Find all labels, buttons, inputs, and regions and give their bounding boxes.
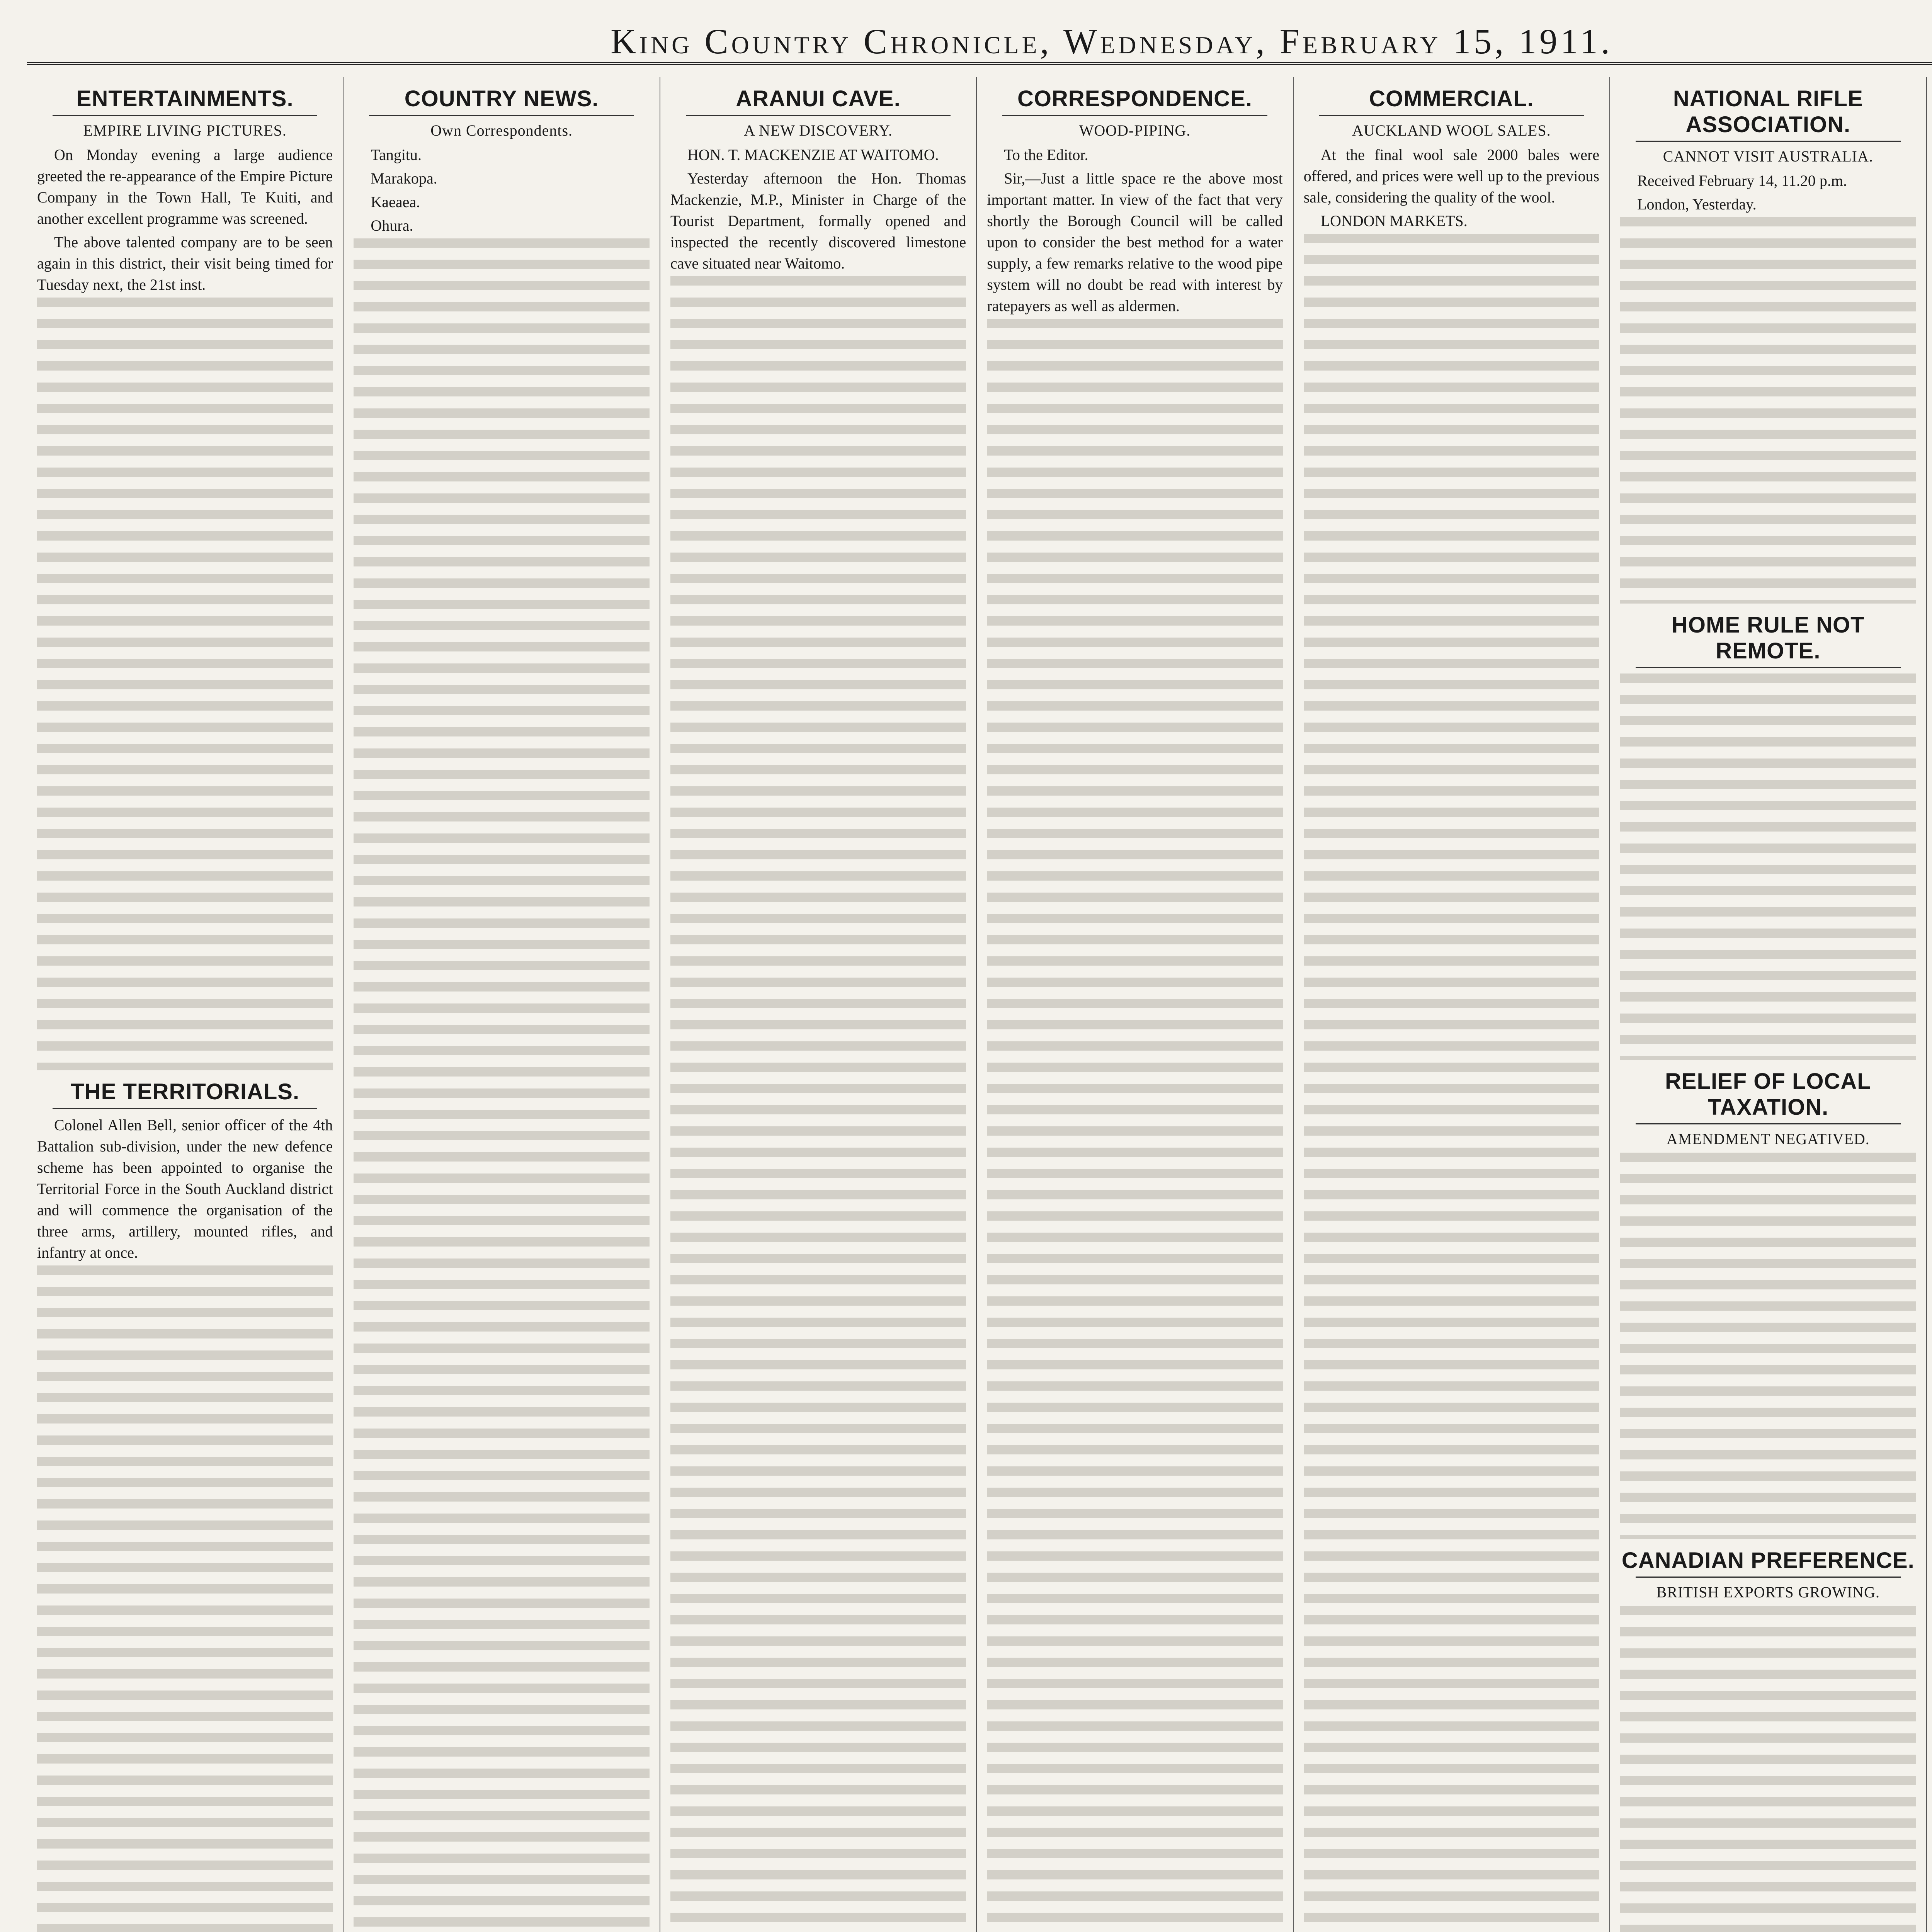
article-body-text-lines: [670, 276, 966, 1932]
article-columns: [27, 77, 1932, 1932]
article-paragraph: To the Editor.: [1004, 146, 1088, 163]
article-paragraph: LONDON MARKETS.: [1320, 212, 1468, 230]
heading-rule: [1002, 115, 1267, 116]
article-subheading: CANNOT VISIT AUSTRALIA.: [1663, 148, 1873, 165]
article-heading: ENTERTAINMENTS.: [76, 86, 294, 111]
article-body-text-lines: [1620, 217, 1916, 604]
article-body-text-lines: [1620, 1153, 1916, 1539]
article-paragraph: The above talented company are to be seen again in this district, their visit being timed for Tuesday next, the 21st inst.: [37, 233, 333, 293]
column-4: [977, 77, 1293, 1932]
article-paragraph: Colonel Allen Bell, senior officer of the 4th Battalion sub-division, under the new defence scheme has been appointed to organise the Territorial Force in the South Auckland district and will commence the organisation of the three arms, artillery, mounted rifles, and infantry at once.: [37, 1116, 333, 1261]
article-paragraph: Ohura.: [371, 217, 413, 234]
article-paragraph: Marakopa.: [371, 170, 437, 187]
article-paragraph: Received February 14, 11.20 p.m.: [1637, 172, 1847, 189]
newspaper-title: King Country Chronicle, Wednesday, February 15, 1911.: [611, 22, 1613, 61]
article-subheading: A NEW DISCOVERY.: [744, 122, 893, 139]
article-subheading: AUCKLAND WOOL SALES.: [1352, 122, 1551, 139]
article-subheading: EMPIRE LIVING PICTURES.: [83, 122, 287, 139]
article-subheading: WOOD-PIPING.: [1079, 122, 1191, 139]
article-subheading: Own Correspondents.: [430, 122, 573, 139]
article-heading: HOME RULE NOT REMOTE.: [1672, 612, 1865, 663]
article-body-text-lines: [987, 319, 1282, 1932]
article-paragraph: Yesterday afternoon the Hon. Thomas Mackenzie, M.P., Minister in Charge of the Tourist Department, formally opened and inspected the recently discovered limestone cave situated near Waitomo.: [670, 170, 966, 272]
heading-rule: [369, 115, 634, 116]
article-body-text-lines: [354, 238, 649, 1932]
article-paragraph: HON. T. MACKENZIE AT WAITOMO.: [687, 146, 939, 163]
article-heading: ARANUI CAVE.: [736, 86, 901, 111]
article-heading: CANADIAN PREFERENCE.: [1621, 1548, 1915, 1573]
heading-rule: [1636, 141, 1900, 142]
article-body-text-lines: [37, 1265, 333, 1932]
article-subheading: BRITISH EXPORTS GROWING.: [1656, 1583, 1880, 1601]
article-body-text-lines: [37, 298, 333, 1070]
masthead: [27, 15, 1932, 65]
article-heading: COUNTRY NEWS.: [404, 86, 599, 111]
article-paragraph: At the final wool sale 2000 bales were offered, and prices were well up to the previous sale, considering the quality of the wool.: [1303, 146, 1600, 206]
heading-rule: [1319, 115, 1584, 116]
article-body-text-lines: [1620, 1606, 1916, 1932]
heading-rule: [686, 115, 951, 116]
article-paragraph: London, Yesterday.: [1637, 196, 1757, 213]
heading-rule: [53, 1108, 317, 1109]
article-paragraph: Tangitu.: [371, 146, 422, 163]
column-6: [1610, 77, 1927, 1932]
article-heading: CORRESPONDENCE.: [1017, 86, 1252, 111]
column-1: [27, 77, 344, 1932]
article-body-text-lines: [1304, 234, 1599, 1932]
heading-rule: [1636, 1577, 1900, 1578]
article-paragraph: Sir,—Just a little space re the above most important matter. In view of the fact that very shortly the Borough Council will be called upon to consider the best method for a water supply, a few remarks relative to the wood pipe system will no doubt be read with interest by ratepayers as well as aldermen.: [987, 170, 1283, 315]
heading-rule: [53, 115, 317, 116]
column-2: [344, 77, 660, 1932]
heading-rule: [1636, 667, 1900, 668]
article-heading: THE TERRITORIALS.: [70, 1079, 300, 1104]
article-heading: NATIONAL RIFLE ASSOCIATION.: [1673, 86, 1863, 137]
article-subheading: AMENDMENT NEGATIVED.: [1666, 1130, 1870, 1148]
article-heading: RELIEF OF LOCAL TAXATION.: [1665, 1069, 1871, 1120]
article-paragraph: On Monday evening a large audience greeted the re-appearance of the Empire Picture Company in the Town Hall, Te Kuiti, and another excellent programme was screened.: [37, 146, 333, 227]
heading-rule: [1636, 1123, 1900, 1124]
article-heading: COMMERCIAL.: [1369, 86, 1534, 111]
article-paragraph: Kaeaea.: [371, 193, 420, 211]
column-5: [1294, 77, 1610, 1932]
column-3: [660, 77, 977, 1932]
article-body-text-lines: [1620, 673, 1916, 1060]
column-7: [1927, 77, 1932, 1932]
